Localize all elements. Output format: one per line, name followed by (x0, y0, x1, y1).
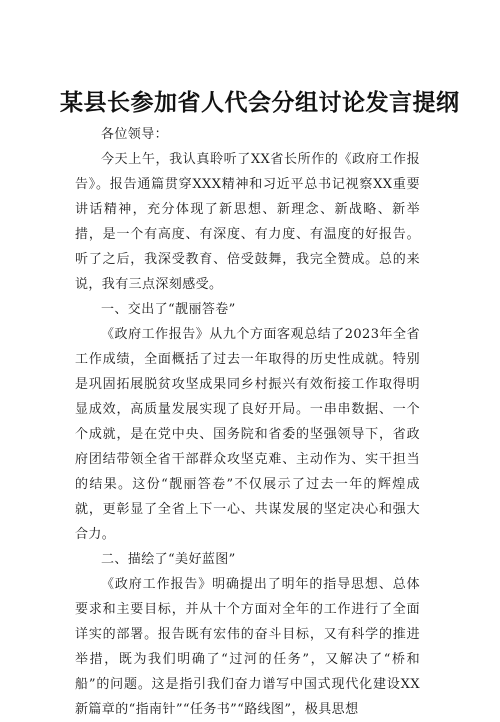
section-heading-2: 二、描绘了“美好蓝图” (101, 552, 236, 567)
greeting: 各位领导： (101, 127, 169, 142)
document-title: 某县长参加省人代会分组讨论发言提纲 (60, 90, 460, 116)
document-body (75, 122, 420, 722)
paragraph-section-2: 《政府工作报告》明确提出了明年的指导思想、总体要求和主要目标，并从十个方面对全年的工作进行了全面详实的部署。报告既有宏伟的奋斗目标，又有科学的推进举措，既为我们明确了“过河的任务”，又解决了“桥和船”的问题。这是指引我们奋力谱写中国式现代化建设XX新篇章的“指南针”“任务书”“路线图”，极具思想 (75, 577, 420, 717)
paragraph-section-1: 《政府工作报告》从九个方面客观总结了2023年全省工作成绩，全面概括了过去一年取得的历史性成就。特别是巩固拓展脱贫攻坚成果同乡村振兴有效衔接工作取得明显成效，高质量发展实现了良好开局。一串串数据、一个个成就，是在党中央、国务院和省委的坚强领导下，省政府团结带领全省干部群众攻坚克难、主动作为、实干担当的结果。这份“靓丽答卷”不仅展示了过去一年的辉煌成就，更彰显了全省上下一心、共谋发展的坚定决心和强大合力。 (75, 327, 420, 542)
paragraph-intro: 今天上午，我认真聆听了XX省长所作的《政府工作报告》。报告通篇贯穿XXX精神和习近平总书记视察XX重要讲话精神，充分体现了新思想、新理念、新战略、新举措，是一个有高度、有深度、有力度、有温度的好报告。听了之后，我深受教育、倍受鼓舞，我完全赞成。总的来说，我有三点深刻感受。 (75, 152, 420, 292)
section-heading-1: 一、交出了“靓丽答卷” (101, 302, 236, 317)
